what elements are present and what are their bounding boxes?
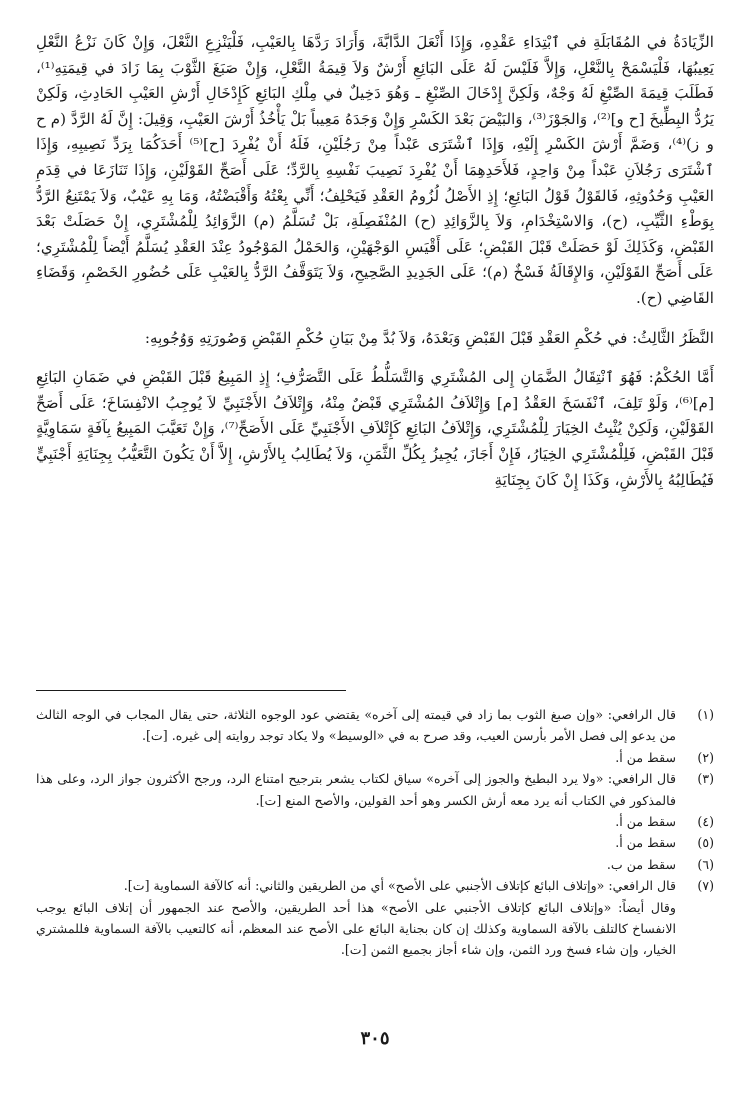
footnote-1 — [36, 704, 714, 747]
footnote-5 — [36, 832, 714, 853]
footnotes — [36, 704, 714, 961]
footnote-text: قال الرافعي: «وإن صبغ الثوب بما زاد في قيمته إلى آخره» يقتضي عود الوجوه الثلاثة، حتى يقال المجاب في الوجه الثالث من يدعو إلى فصل الأمر بأرسن العيب، وقد صرح به في «الوسيط» ولا يكاد توجد روايته إلى غيره. [ت]. — [36, 707, 676, 744]
footnote-number: (٧) — [697, 878, 714, 894]
footnote-7 — [36, 875, 714, 961]
footnote-text: سقط من أ. — [615, 749, 676, 765]
footnote-text: سقط من أ. — [615, 814, 676, 830]
main-paragraph-ruling: أَمَّا الحُكْمُ: فَهُوَ ٱنْتِقَالُ الضَّمَانِ إِلى المُشْتَرِي وَالتَّسَلُّطُ عَلَى التَّصَرُّفِ؛ إِذِ المَبِيعُ قَبْلَ القَبْضِ في ضَمَانِ البَائِعِ [م]⁽⁶⁾، وَلَوْ تَلِفَ، ٱنْفَسَخَ العَقْدُ [م] وَإِتْلاَفُ المُشْتَرِي قَبْضٌ مِنْهُ، وَإِتْلاَفُ الأَجْنَبِيِّ لاَ يُوجِبُ الانْفِسَاخَ؛ عَلَى أَصَحِّ القَوْلَيْنِ، وَلَكِنْ يُثْبِتُ الخِيَارَ لِلْمُشْتَرِي، وَإِتْلاَفُ البَائِعِ كَإِتْلاَفِ الأَجْنَبِيِّ عَلَى الأَصَحِّ⁽⁷⁾، وَإِنْ تَعَيَّبَ المَبِيعُ بِآفَةٍ سَمَاوِيَّةٍ قَبْلَ القَبْضِ، فَلِلْمُشْتَرِي الخِيَارُ، فَإِنْ أَجَازَ، يُجِيزُ بِكُلِّ الثَّمَنِ، وَلاَ يُطَالِبُ بِالأَرْشِ، إِلاَّ أَنْ يَكُونَ التَّعَيُّبُ بِجِنَايَةِ أَجْنَبِيٍّ فَيُطَالِبُهُ بِالأَرْشِ، وَكَذَا إِنْ كَانَ بِجِنَايَةِ — [36, 368, 714, 489]
footnote-number: (٦) — [697, 856, 714, 872]
footnote-3 — [36, 768, 714, 811]
document-page — [36, 30, 714, 1074]
footnote-number: (٥) — [697, 835, 714, 851]
footnote-4 — [36, 811, 714, 832]
footnote-number: (٢) — [697, 749, 714, 765]
footnote-text: قال الرافعي: «ولا يرد البطيخ والجوز إلى آخره» سياق لكتاب يشعر بترجيح امتناع الرد، ورجح الأكثرون جواز الرد، وعلى هذا فالمذكور في الكتاب أنه يرد معه أرش الكسر وهو أحد القولين، والأصح المنع [ت]. — [36, 771, 676, 808]
main-text — [36, 30, 714, 493]
footnote-number: (١) — [697, 707, 714, 722]
main-paragraph-1: الزِّيَادَةُ في المُقَابَلَةِ في ٱبْتِدَاءِ عَقْدِهِ، وَإِذَا أَنْعَلَ الدَّابَّةَ، وَأَرَادَ رَدَّهَا بِالعَيْبِ، فَلْيَنْزِعِ النَّعْلَ، وَإِنْ كَانَ نَزْعُ النَّعْلِ يَعِيبُهَا، فَلْيَسْمَحْ بِالنَّعْلِ، وَإِلاَّ فَلَيْسَ لَهُ عَلَى البَائِعِ أَرْشٌ وَلاَ قِيمَةُ النَّعْلِ، وَإِنْ صَبَغَ الثَّوْبَ بِمَا زَادَ في قِيمَتِهِ⁽¹⁾، فَطَلَبَ قِيمَةَ الصِّبْغِ لَهُ وَجْهٌ، وَلَكِنَّ إِدْخَالَ الصِّبْغِ ـ وَهُوَ دَخِيلٌ في مِلْكِ البَائِعِ كَإِدْخَالِ أَرْشِ العَيْبِ الحَادِثِ، وَلَكِنْ يَرُدُّ البِطِّيخَ [ح و]⁽²⁾، وَالجَوْزَ⁽³⁾، وَالبَيْضَ بَعْدَ الكَسْرِ وَإِنْ وَجَدَهُ مَعِيباً بَلْ يَأْخُذُ أَرْشَ العَيْبِ، وَقِيلَ: إِنَّ لَهُ الرَّدَّ (م ح و ز)⁽⁴⁾، وَضَمَّ أَرْشَ الكَسْرِ إِلَيْهِ، وَإِذَا ٱشْتَرَى عَبْداً مِنْ رَجُلَيْنِ، فَلَهُ أَنْ يُفْرِدَ [ح]⁽⁵⁾ أَحَدَكُمَا بِرَدِّ نَصِيبِهِ، وَإِذَا ٱشْتَرَى رَجُلاَنِ عَبْداً مِنْ وَاحِدٍ، فَلأَحَدِهِمَا أَنْ يُفْرِدَ نَصِيبَ نَفْسِهِ بِالرَّدِّ؛ عَلَى أَصَحِّ القَوْلَيْنِ، وَإِذَا تَنَازَعَا في قِدَمِ العَيْبِ وَحُدُوثِهِ، فَالقَوْلُ قَوْلُ البَائِعِ؛ إِذِ الأَصْلُ لُزُومُ العَقْدِ فَيَحْلِفُ؛ أَنِّي بِعْتُهُ وَأَقْبَضْتُهُ، وَمَا بِهِ عَيْبٌ، وَلاَ يَمْتَنِعُ الرَّدُّ بِوَطْءِ الثَّيِّبِ، (ح)، وَالاسْتِخْدَامِ، وَلاَ بِالزَّوَائِدِ (ح) المُنْفَصِلَةِ، بَلْ تُسَلَّمُ (م) الزَّوَائِدُ لِلْمُشْتَرِي، إِنْ حَصَلَتْ بَعْدَ القَبْضِ، وَكَذَلِكَ لَوْ حَصَلَتْ قَبْلَ القَبْضِ؛ عَلَى أَقْيَسِ الوَجْهَيْنِ، وَالحَمْلُ المَوْجُودُ عِنْدَ العَقْدِ يُسَلَّمُ أَيْضاً لِلْمُشْتَرِي؛ عَلَى أَصَحِّ القَوْلَيْنِ، وَالإِقَالَةُ فَسْخٌ (م)؛ عَلَى الجَدِيدِ الصَّحِيحِ، وَلاَ يَتَوَقَّفُ الرَّدُّ بِالعَيْبِ عَلَى حُضُورِ الخَصْمِ، وَقَضَاءِ القَاضِي (ح). — [36, 33, 715, 307]
footnote-text: سقط من ب. — [606, 856, 676, 872]
footnote-text: سقط من أ. — [615, 835, 676, 851]
footnote-6 — [36, 854, 714, 875]
footnote-number: (٣) — [697, 771, 714, 787]
footnote-text: قال الرافعي: «وإتلاف البائع كإتلاف الأجنبي على الأصح» أي من الطريقين والثاني: أنه كالآفة السماوية [ت]. وقال أيضاً: «وإتلاف البائع كإتلاف الأجنبي على الأصح» هذا أحد الطريقين، والأصح عند الجمهور أن إتلاف البائع يوجب الانفساخ كالتلف بالآفة السماوية وكذلك إن كان بجناية البائع على الأصح عند المعظم، أنه كالتعيب بالآفة السماوية فللمشتري الخيار، وإن شاء فسخ ورد الثمن، وإن شاء أجاز بجميع الثمن [ت]. — [36, 878, 676, 958]
page-number: ٣٠٥ — [360, 1028, 390, 1049]
section-heading-third-consideration: النَّظَرُ الثَّالِثُ: في حُكْمِ العَقْدِ قَبْلَ القَبْضِ وَبَعْدَهُ، وَلاَ بُدَّ مِنْ بَيَانِ حُكْمِ القَبْضِ وَصُورَتِهِ وَوُجُوبِهِ: — [144, 328, 714, 347]
footnote-number: (٤) — [697, 814, 714, 830]
footnote-separator — [36, 690, 346, 691]
footnote-2 — [36, 747, 714, 768]
